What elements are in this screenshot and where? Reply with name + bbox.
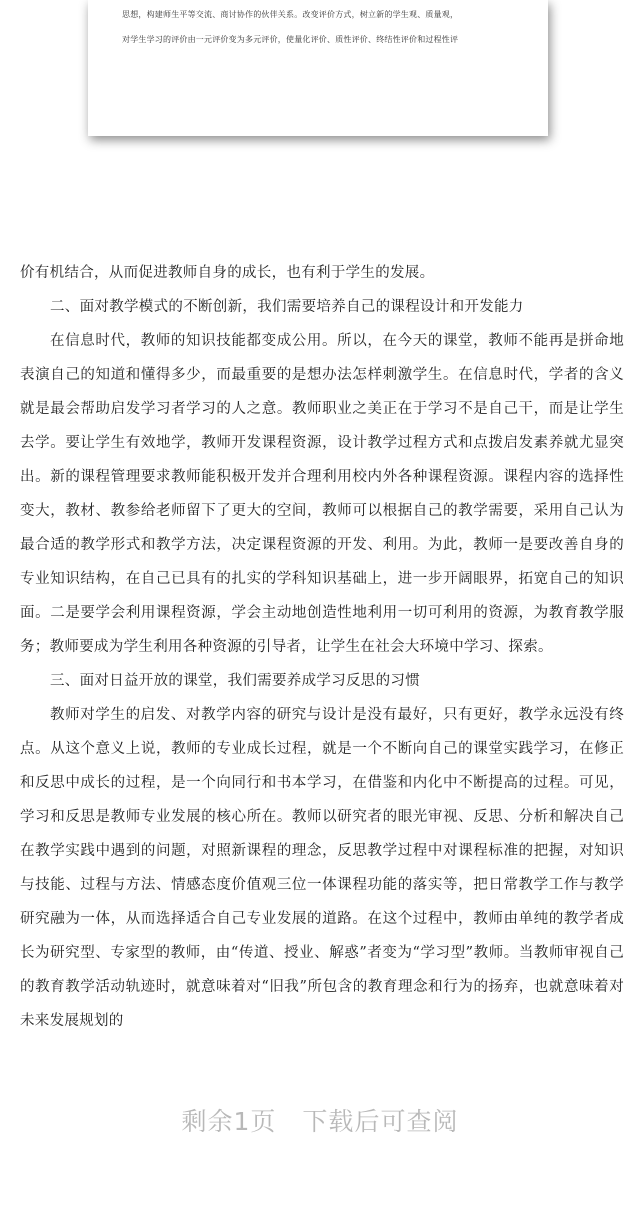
section-heading-3: 三、面对日益开放的课堂，我们需要养成学习反思的习惯 — [50, 673, 420, 689]
card-text-line: 思想，构建师生平等交流、商讨协作的伙伴关系。改变评价方式，树立新的学生观、质量观， — [122, 10, 459, 19]
section-heading-2: 二、面对教学模式的不断创新，我们需要培养自己的课程设计和开发能力 — [50, 299, 524, 315]
paragraph: 在信息时代，教师的知识技能都变成公用。所以，在今天的课堂，教师不能再是拼命地表演自己的知道和懂得多少，而最重要的是想办法怎样刺激学生。在信息时代，学者的含义就是最会帮助启发学习者学习的人之意。教师职业之美正在于学习不是自己干，而是让学生去学。要让学生有效地学，教师开发课程资源，设计教学过程方式和点拨启发素养就尤显突出。新的课程管理要求教师能积极开发并合理利用校内外各种课程资源。课程内容的选择性变大，教材、教参给老师留下了更大的空间，教师可以根据自己的教学需要，采用自己认为最合适的教学形式和教学方法，决定课程资源的开发、利用。为此，教师一是要改善自身的专业知识结构，在自己已具有的扎实的学科知识基础上，进一步开阔眼界，拓宽自己的知识面。二是要学会利用课程资源，学会主动地创造性地利用一切可利用的资源，为教育教学服务；教师要成为学生利用各种资源的引导者，让学生在社会大环境中学习、探索。 — [20, 333, 624, 655]
paragraph-continuation: 价有机结合，从而促进教师自身的成长，也有利于学生的发展。 — [20, 265, 435, 281]
previous-page-card — [88, 0, 548, 136]
card-text-line: 对学生学习的评价由一元评价变为多元评价，使量化评价、质性评价、终结性评价和过程性评 — [122, 35, 459, 44]
remaining-pages-notice[interactable]: 剩余1页 下载后可查阅 — [181, 1107, 459, 1136]
paragraph: 教师对学生的启发、对教学内容的研究与设计是没有最好，只有更好，教学永远没有终点。从这个意义上说，教师的专业成长过程，就是一个不断向自己的课堂实践学习，在修正和反思中成长的过程，是一个向同行和书本学习，在借鉴和内化中不断提高的过程。可见，学习和反思是教师专业发展的核心所在。教师以研究者的眼光审视、反思、分析和解决自己在教学实践中遇到的问题，对照新课程的理念，反思教学过程中对课程标准的把握，对知识与技能、过程与方法、情感态度价值观三位一体课程功能的落实等，把日常教学工作与教学研究融为一体，从而选择适合自己专业发展的道路。在这个过程中，教师由单纯的教学者成长为研究型、专家型的教师，由“传道、授业、解惑”者变为“学习型”教师。当教师审视自己的教育教学活动轨迹时，就意味着对“旧我”所包含的教育理念和行为的扬弃，也就意味着对未来发展规划的 — [20, 707, 624, 1029]
document-body — [20, 256, 624, 1038]
